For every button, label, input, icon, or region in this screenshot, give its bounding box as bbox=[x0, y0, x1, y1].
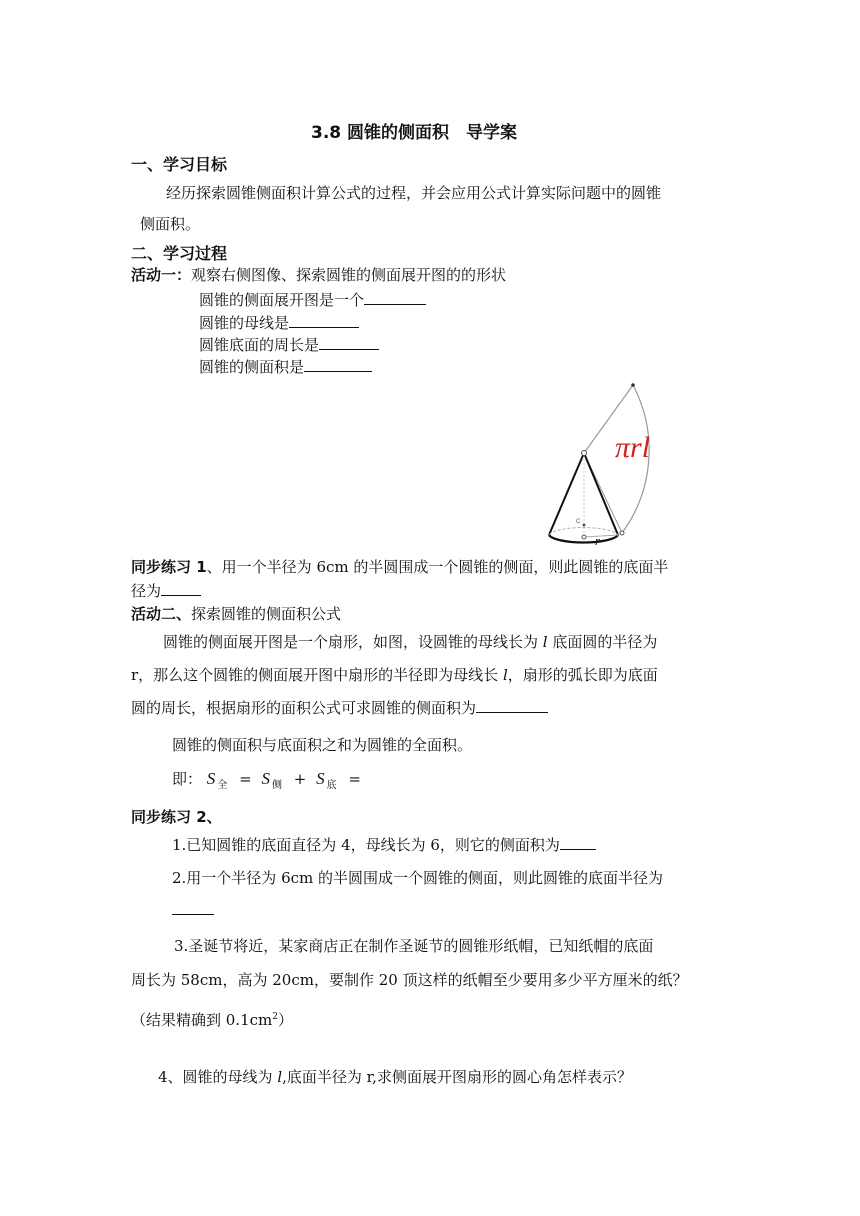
section1-text2: 侧面积。 bbox=[140, 215, 201, 233]
point-b bbox=[620, 531, 624, 535]
center-point bbox=[583, 524, 586, 527]
plus-sign: + bbox=[293, 770, 307, 788]
activity1-item-4 bbox=[199, 356, 372, 377]
text-run: ） bbox=[277, 1011, 293, 1029]
label-c: C bbox=[576, 519, 581, 525]
var-l: l bbox=[502, 666, 508, 684]
section1-heading: 一、学习目标 bbox=[131, 155, 228, 174]
answer-blank[interactable] bbox=[161, 581, 201, 596]
practice2-q1 bbox=[172, 834, 596, 855]
text-run: ，扇形的弧长即为底面 bbox=[507, 666, 658, 684]
base-center-point bbox=[582, 535, 586, 539]
practice2-q3b: 周长为 58cm，高为 20cm，要制作 20 顶这样的纸帽至少要用多少平方厘米的纸？ bbox=[131, 971, 688, 989]
sub-side: 侧 bbox=[271, 780, 282, 791]
activity2-p1 bbox=[163, 631, 657, 652]
var-l: l bbox=[542, 633, 548, 651]
cone-figure bbox=[540, 375, 680, 550]
activity2-line bbox=[131, 603, 341, 624]
text-run: 底面圆的半径为 bbox=[547, 633, 658, 651]
activity1-item-text: 圆锥的侧面展开图是一个 bbox=[199, 291, 365, 309]
symbol-s: S bbox=[261, 769, 270, 788]
answer-blank[interactable] bbox=[304, 357, 372, 372]
var-l: l bbox=[277, 1068, 283, 1086]
section1-text1: 经历探索圆锥侧面积计算公式的过程，并会应用公式计算实际问题中的圆锥 bbox=[166, 184, 662, 202]
radius-line bbox=[584, 535, 618, 537]
answer-blank[interactable] bbox=[172, 900, 214, 915]
practice2-q3a: 3.圣诞节将近，某家商店正在制作圣诞节的圆锥形纸帽，已知纸帽的底面 bbox=[174, 937, 654, 955]
text-run: 4、圆锥的母线为 bbox=[158, 1068, 278, 1086]
formula-prefix: 即： bbox=[172, 770, 203, 788]
symbol-s: S bbox=[316, 769, 325, 788]
sub-base: 底 bbox=[326, 780, 337, 791]
cone-right-side bbox=[584, 453, 618, 535]
activity2-p2 bbox=[131, 664, 658, 685]
practice1-line1 bbox=[131, 556, 668, 577]
practice2-q2-blank-line bbox=[172, 900, 214, 919]
apex-o-point bbox=[582, 451, 587, 456]
text-run: 1.已知圆锥的底面直径为 4，母线长为 6，则它的侧面积为 bbox=[172, 836, 560, 854]
text-run: 圆锥的侧面展开图是一个扇形，如图，设圆锥的母线长为 bbox=[163, 633, 543, 651]
activity2-p3 bbox=[131, 697, 548, 718]
answer-blank[interactable] bbox=[476, 698, 548, 713]
activity2-p4: 圆锥的侧面积与底面积之和为圆锥的全面积。 bbox=[172, 736, 473, 754]
text-run: （结果精确到 0.1cm bbox=[131, 1011, 273, 1029]
apex-point bbox=[631, 383, 635, 387]
practice2-q2: 2.用一个半径为 6cm 的半圆围成一个圆锥的侧面，则此圆锥的底面半径为 bbox=[172, 869, 664, 887]
answer-blank[interactable] bbox=[289, 313, 359, 328]
label-r: r bbox=[595, 533, 601, 548]
practice1-label: 同步练习 1 bbox=[131, 558, 207, 576]
superscript: 2 bbox=[272, 1012, 278, 1022]
section2-heading: 二、学习过程 bbox=[131, 244, 228, 263]
activity1-item-text: 圆锥的侧面积是 bbox=[199, 358, 305, 376]
total-area-formula bbox=[172, 768, 366, 789]
practice1-text2: 径为 bbox=[131, 582, 162, 600]
practice1-line2 bbox=[131, 580, 201, 601]
answer-blank[interactable] bbox=[319, 335, 379, 350]
activity1-label: 活动一： bbox=[131, 266, 192, 284]
activity2-label: 活动二、 bbox=[131, 605, 192, 623]
sub-all: 全 bbox=[217, 780, 228, 791]
answer-blank[interactable] bbox=[560, 835, 596, 850]
text-run: 圆的周长，根据扇形的面积公式可求圆锥的侧面积为 bbox=[131, 699, 477, 717]
practice2-label: 同步练习 2、 bbox=[131, 808, 222, 826]
text-run: r，那么这个圆锥的侧面展开图中扇形的半径即为母线长 bbox=[131, 666, 503, 684]
activity2-text: 探索圆锥的侧面积公式 bbox=[191, 605, 342, 623]
answer-blank[interactable] bbox=[364, 290, 426, 305]
equals-sign: = bbox=[348, 770, 361, 788]
practice2-q4 bbox=[158, 1066, 632, 1087]
page-title: 3.8 圆锥的侧面积 导学案 bbox=[311, 123, 518, 143]
equals-sign: = bbox=[239, 770, 252, 788]
activity1-item-1 bbox=[199, 289, 426, 310]
practice1-text1: 、用一个半径为 6cm 的半圆围成一个圆锥的侧面，则此圆锥的底面半 bbox=[206, 558, 669, 576]
practice2-q3c bbox=[131, 1009, 293, 1030]
activity1-line bbox=[131, 264, 506, 285]
symbol-s: S bbox=[206, 769, 216, 788]
activity1-item-text: 圆锥的母线是 bbox=[199, 314, 290, 332]
text-run: ,底面半径为 r,求侧面展开图扇形的圆心角怎样表示？ bbox=[282, 1068, 632, 1086]
activity1-item-3 bbox=[199, 334, 379, 355]
activity1-item-2 bbox=[199, 312, 359, 333]
cone-base-back bbox=[549, 528, 618, 535]
formula-pirl: πrl bbox=[615, 431, 651, 464]
activity1-text: 观察右侧图像、探索圆锥的侧面展开图的的形状 bbox=[191, 266, 507, 284]
activity1-item-text: 圆锥底面的周长是 bbox=[199, 336, 320, 354]
